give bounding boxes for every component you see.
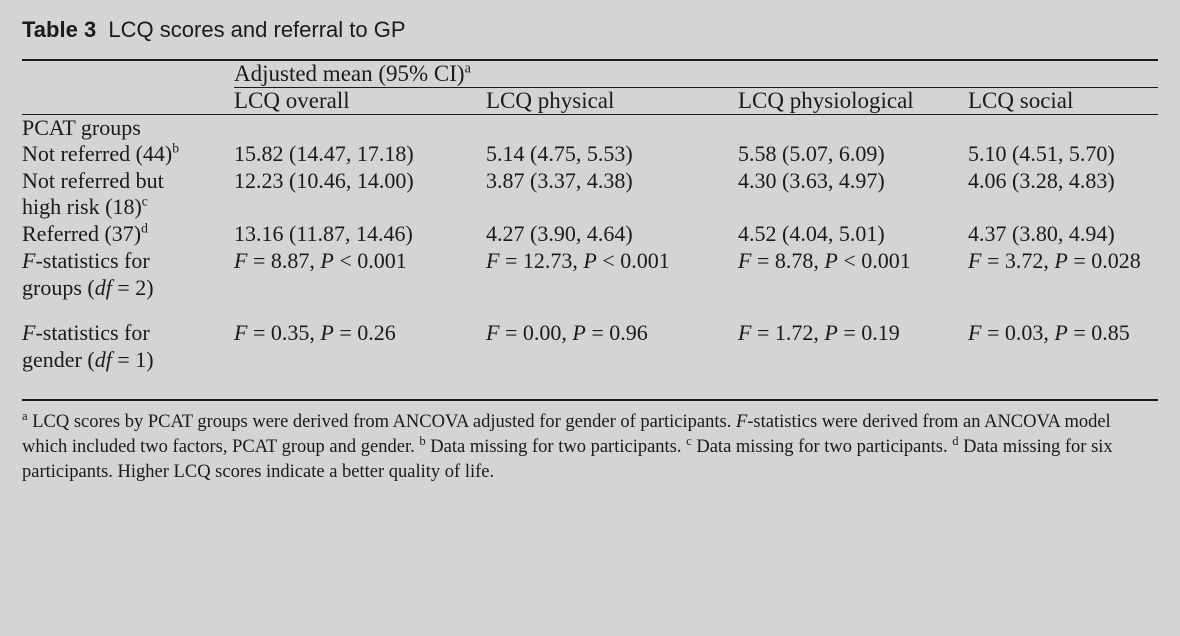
span-header-footnote-marker: a	[464, 60, 471, 77]
cell-lcq-overall-stat: F = 8.87, P < 0.001	[234, 248, 407, 274]
footnote-marker-c: c	[686, 434, 692, 449]
row-label-footnote-marker: d	[141, 220, 148, 236]
row-label-df: df	[94, 274, 112, 300]
row-label-text: Not referred (44)	[22, 140, 173, 166]
cell-lcq-overall: 13.16 (11.87, 14.46)	[234, 221, 413, 247]
row-label-df: df	[94, 346, 112, 372]
cell-lcq-social: 4.37 (3.80, 4.94)	[968, 221, 1115, 247]
row-label-statistics	[22, 302, 234, 374]
footnote-b-text: Data missing for two participants.	[425, 437, 687, 458]
cell-lcq-physical: 3.87 (3.37, 4.38)	[486, 167, 633, 193]
column-header-blank	[22, 87, 234, 114]
span-header-row	[22, 61, 1158, 88]
cell-lcq-social: 5.10 (4.51, 5.70)	[968, 140, 1115, 166]
table-caption-text: LCQ scores and referral to GP	[108, 17, 406, 42]
table-row	[22, 221, 1158, 248]
cell-lcq-overall: 12.23 (10.46, 14.00)	[234, 167, 414, 193]
row-label-f: F	[22, 248, 36, 274]
column-header-row	[22, 87, 1158, 114]
row-label-f: F	[22, 319, 36, 345]
footnote-d-text: Data missing for six participants. Higher LCQ scores indicate a better quality of life.	[22, 437, 1113, 482]
row-label	[22, 168, 234, 222]
row-label-text: Referred (37)	[22, 221, 142, 247]
cell-lcq-physiological: 4.52 (4.04, 5.01)	[738, 221, 885, 247]
cell-lcq-physical-stat: F = 0.00, P = 0.96	[486, 319, 648, 345]
cell-lcq-social-stat: F = 0.03, P = 0.85	[968, 319, 1130, 345]
table-row	[22, 141, 1158, 168]
footnote-a-text-1: LCQ scores by PCAT groups were derived from ANCOVA adjusted for gender of participants.	[27, 412, 736, 433]
footnote-marker-d: d	[952, 434, 959, 449]
footnote-a-text-2: -statistics were derived from an ANCOVA model which included two factors, PCAT group and gender.	[22, 412, 1111, 458]
group-label: PCAT groups	[22, 114, 141, 140]
row-label-text: -statistics for	[35, 319, 150, 345]
row-label-line2-post: = 1)	[111, 346, 154, 372]
table-row-statistics	[22, 248, 1158, 302]
row-label-text-line2: high risk (18)	[22, 194, 142, 220]
cell-lcq-social-stat: F = 3.72, P = 0.028	[968, 248, 1141, 274]
span-header-blank	[22, 61, 234, 88]
cell-lcq-physiological: 5.58 (5.07, 6.09)	[738, 140, 885, 166]
data-table	[22, 61, 1158, 400]
cell-lcq-overall-stat: F = 0.35, P = 0.26	[234, 319, 396, 345]
column-header-lcq-social: LCQ social	[968, 87, 1074, 113]
column-header-lcq-overall: LCQ overall	[234, 87, 350, 113]
row-label-footnote-marker: b	[172, 140, 180, 156]
table-row-group-label	[22, 114, 1158, 141]
span-header-text: Adjusted mean (95% CI)	[234, 60, 465, 86]
table-row-statistics	[22, 302, 1158, 374]
footnote-marker-a: a	[22, 409, 28, 424]
table-caption-label: Table 3	[22, 17, 97, 42]
cell-lcq-overall: 15.82 (14.47, 17.18)	[234, 140, 414, 166]
cell-lcq-physiological: 4.30 (3.63, 4.97)	[738, 167, 885, 193]
table-spacer-row	[22, 373, 1158, 399]
column-header-lcq-physical: LCQ physical	[486, 87, 615, 113]
cell-lcq-physical: 4.27 (3.90, 4.64)	[486, 221, 633, 247]
column-header-lcq-physiological: LCQ physiological	[738, 87, 914, 113]
row-label-statistics	[22, 248, 234, 302]
row-label-text: Not referred but	[22, 167, 164, 193]
span-header-cell	[234, 61, 1158, 88]
row-label-footnote-marker: c	[141, 194, 148, 210]
cell-lcq-physical-stat: F = 12.73, P < 0.001	[486, 248, 670, 274]
row-label	[22, 221, 234, 248]
footnote-marker-b: b	[419, 434, 426, 449]
cell-lcq-physiological-stat: F = 8.78, P < 0.001	[738, 248, 911, 274]
table-footnotes	[22, 401, 1158, 484]
row-label	[22, 141, 234, 168]
cell-lcq-social: 4.06 (3.28, 4.83)	[968, 167, 1115, 193]
footnote-a-italic-f: F	[735, 412, 748, 433]
footnote-c-text: Data missing for two participants.	[691, 437, 953, 458]
row-label-line2-pre: gender (	[22, 346, 95, 372]
row-label-text: -statistics for	[35, 248, 150, 274]
row-label-line2-post: = 2)	[111, 274, 154, 300]
cell-lcq-physiological-stat: F = 1.72, P = 0.19	[738, 319, 900, 345]
row-label-line2-pre: groups (	[22, 274, 95, 300]
cell-lcq-physical: 5.14 (4.75, 5.53)	[486, 140, 633, 166]
table-caption	[22, 0, 1158, 59]
table-row	[22, 168, 1158, 222]
